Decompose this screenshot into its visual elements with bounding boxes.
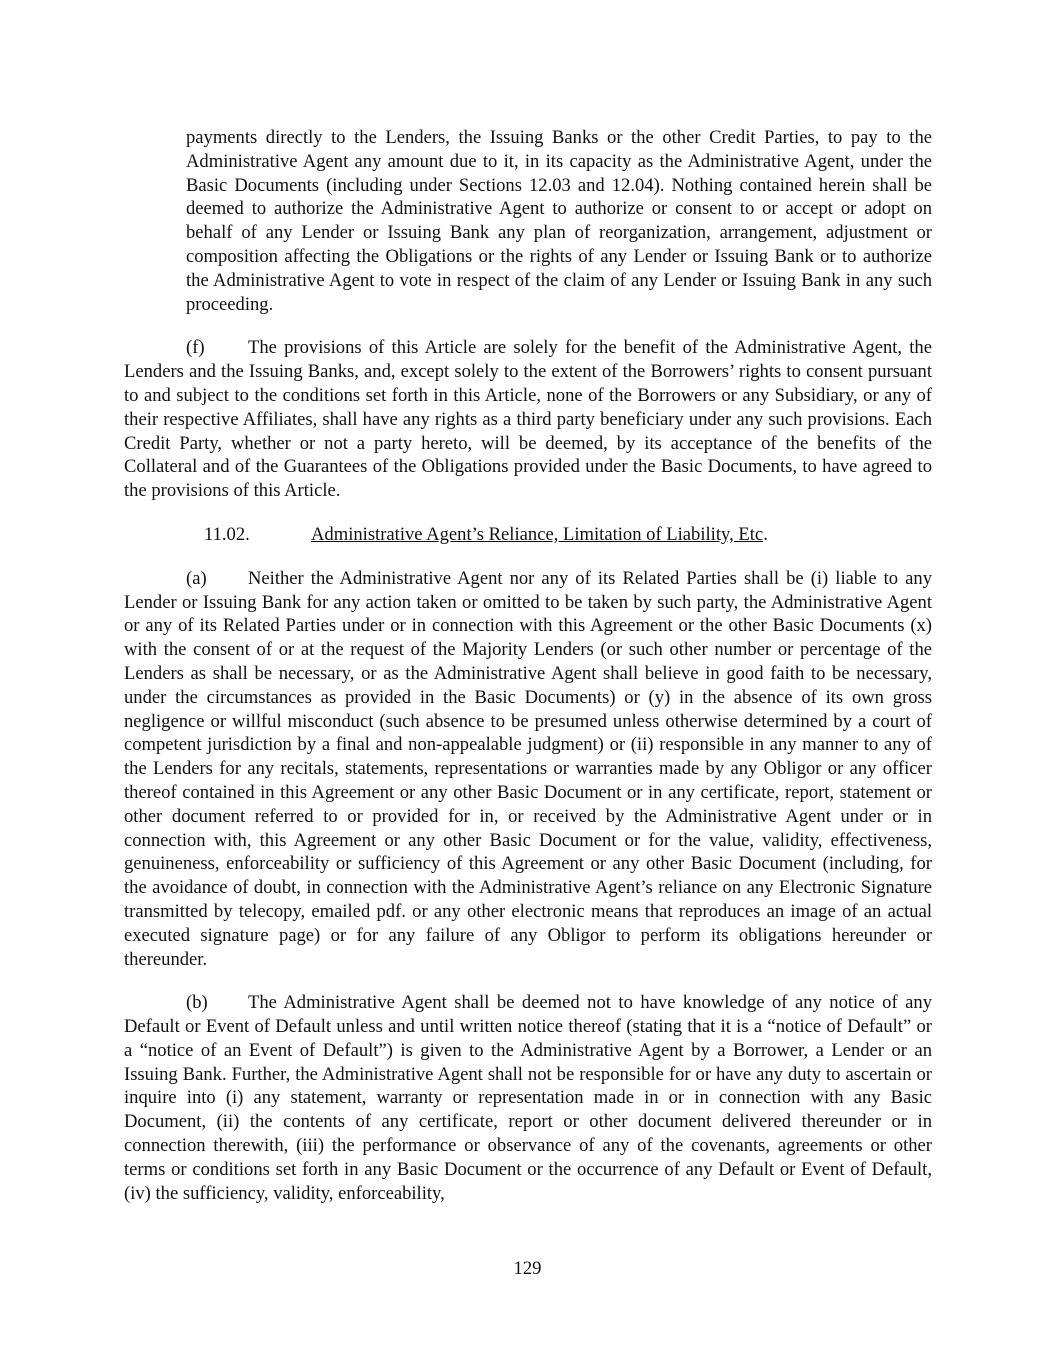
continuation-paragraph: payments directly to the Lenders, the Issuing Banks or the other Credit Parties, to pay to the Administrative Agent any amount due to it, in its capacity as the Administrative Agent, under the Basic Documents (including under Sections 12.03 and 12.04). Nothing contained herein shall be deemed to authorize the Administrative Agent to authorize or consent to or accept or adopt on behalf of any Lender or Issuing Bank any plan of reorganization, arrangement, adjustment or composition affecting the Obligations or the rights of any Lender or Issuing Bank or to authorize the Administrative Agent to vote in respect of the claim of any Lender or Issuing Bank in any such proceeding. [186,127,932,315]
paragraph-a-text: Neither the Administrative Agent nor any of its Related Parties shall be (i) liable to any Lender or Issuing Bank for any action taken or omitted to be taken by such party, the Administrative Agent or any of its Related Parties under or in connection with this Agreement or the other Basic Documents (x) with the consent of or at the request of the Majority Lenders (or such other number or percentage of the Lenders as shall be necessary, or as the Administrative Agent shall believe in good faith to be necessary, under the circumstances as provided in the Basic Documents) or (y) in the absence of its own gross negligence or willful misconduct (such absence to be presumed unless otherwise determined by a court of competent jurisdiction by a final and non-appealable judgment) or (ii) responsible in any manner to any of the Lenders for any recitals, statements, representations or warranties made by any Obligor or any officer thereof contained in this Agreement or any other Basic Document or in any certificate, report, statement or other document referred to or provided for in, or received by the Administrative Agent under or in connection with, this Agreement or any other Basic Document or for the value, validity, effectiveness, genuineness, enforceability or sufficiency of this Agreement or any other Basic Document (including, for the avoidance of doubt, in connection with the Administrative Agent’s reliance on any Electronic Signature transmitted by telecopy, emailed pdf. or any other electronic means that reproduces an image of an actual executed signature page) or for any failure of any Obligor to perform its obligations hereunder or thereunder. [124,567,932,970]
section-title: Administrative Agent’s Reliance, Limitation of Liability, Etc [311,523,764,545]
paragraph-b-text: The Administrative Agent shall be deemed not to have knowledge of any notice of any Default or Event of Default unless and until written notice thereof (stating that it is a “notice of Default” or a “notice of an Event of Default”) is given to the Administrative Agent by a Borrower, a Lender or an Issuing Bank. Further, the Administrative Agent shall not be responsible for or have any duty to ascertain or inquire into (i) any statement, warranty or representation made in or in connection with any Basic Document, (ii) the contents of any certificate, report or other document delivered thereunder or in connection therewith, (iii) the performance or observance of any of the covenants, agreements or other terms or conditions set forth in any Basic Document or the occurrence of any Default or Event of Default, (iv) the sufficiency, validity, enforceability, [124,992,932,1204]
section-number: 11.02. [204,523,250,545]
document-page [124,126,932,1205]
paragraph-f-marker: (f) [186,337,205,359]
paragraph-f [124,336,932,503]
paragraph-b [124,991,932,1205]
section-title-period: . [763,523,768,545]
paragraph-a [124,567,932,972]
paragraph-b-marker: (b) [186,992,208,1014]
section-heading [124,523,932,547]
page-number: 129 [513,1258,542,1279]
paragraph-f-text: The provisions of this Article are solely for the benefit of the Administrative Agent, the Lenders and the Issuing Banks, and, except solely to the extent of the Borrowers’ rights to consent pursuant to and subject to the conditions set forth in this Article, none of the Borrowers or any Subsidiary, or any of their respective Affiliates, shall have any rights as a third party beneficiary under any such provisions. Each Credit Party, whether or not a party hereto, will be deemed, by its acceptance of the benefits of the Collateral and of the Guarantees of the Obligations provided under the Basic Documents, to have agreed to the provisions of this Article. [124,337,932,502]
paragraph-a-marker: (a) [186,567,207,589]
